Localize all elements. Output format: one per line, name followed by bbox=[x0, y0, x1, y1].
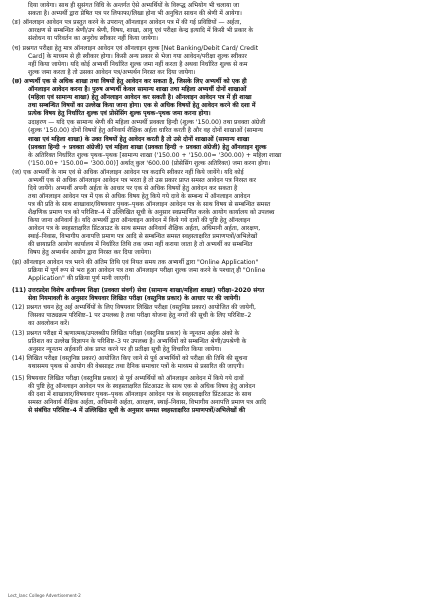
para-chha bbox=[12, 78, 412, 118]
text-line: नहीं किया जायेगा। यदि कोई अभ्यर्थी निर्धारित शुल्क जमा नहीं करता है अथवा निर्धारित शुल्क से कम bbox=[28, 60, 248, 68]
para-example bbox=[12, 119, 412, 167]
text-line: की दशा में शाखावार/विषयवार पृथक–पृथक ऑनलाइन आवेदन पत्र के स्वहस्ताक्षरित प्रिंटआउट के साथ bbox=[28, 391, 252, 399]
text-line: Card] के माध्यम से ही स्वीकार होगा। किसी अन्य प्रकार से भेजा गया आवेदन/परीक्षा शुल्क स्वीकार bbox=[28, 52, 247, 60]
text-line: दिया जायेगा। साथ ही सुसंगत विधि के अन्तर्गत ऐसे अभ्यर्थियों के विरूद्ध अभियोग भी चलाया जा bbox=[28, 2, 240, 9]
para-15 bbox=[12, 375, 412, 415]
text-line: उदाहरण — यदि एक सामान्य श्रेणी की महिला अभ्यर्थी प्रवक्ता हिन्दी (शुल्क '150.00) तथा प्रवक्ता अंग्रेजी bbox=[28, 119, 266, 127]
para-13 bbox=[12, 330, 412, 354]
text-line: (ज) एक अभ्यर्थी के नाम एवं से अधिक ऑनलाइन आवेदन पत्र कदापि स्वीकार नहीं किये जायेंगे। यदि कोई bbox=[12, 168, 244, 176]
text-line: (12) प्रश्नगत चयन हेतु अर्ह अभ्यर्थियों के लिए विषयवार लिखित परीक्षा (वस्तुनिष्ठ प्रकार) आयोजित की जायेगी, bbox=[12, 304, 256, 312]
text-line: स्थाई–निवास, विभागीय अनापत्ति प्रमाण पत्र आदि से सम्बन्धित समस्त स्वहस्ताक्षरित प्रमाणपत्रों/अभिलेखों bbox=[28, 233, 258, 241]
text-line: (महिला एवं सामान्य शाखा) हेतु ऑनलाइन आवेदन कर सकती है। ऑनलाइन आवेदन पत्र में ही शाखा bbox=[28, 94, 252, 102]
text-line: संशोधन या परिवर्तन का अनुरोध स्वीकार नहीं किया जायेगा। bbox=[28, 35, 159, 43]
text-line: शैक्षणिक प्रमाण पत्र को परिशिष्ट–4 में उल्लिखित सूची के अनुसार स्वप्रमाणित करके आयोग कार्यालय को उपलब्ध bbox=[28, 209, 275, 217]
text-line: की छायाप्रति आयोग कार्यालय में निर्धारित तिथि तक जमा नहीं कराया जाता है तो अभ्यर्थी का सम्बन्धित bbox=[28, 241, 253, 249]
text-line: ('150.00+ '150.00= '300.00)] अर्थात् कुल '600.00 (प्रोसेसिंग शुल्क अतिरिक्त) जमा करना होगा। bbox=[28, 159, 271, 167]
para-cha bbox=[12, 45, 412, 77]
text-line: के अतिरिक्त निर्धारित शुल्क पृथक–पृथक [सामान्य शाखा ('150.00 + '150.00= '300.00) + महिला शाखा bbox=[28, 151, 282, 159]
text-line: (शुल्क '150.00) दोनों विषयों हेतु अनिवार्य शैक्षिक अर्हता धारित करती है और वह दोनों शाखाओं (सामान्य bbox=[28, 127, 263, 135]
text-line: प्रत्येक विषय हेतु निर्धारित शुल्क एवं प्रोसेसिंग शुल्क पृथक–पृथक जमा करना होगा। bbox=[28, 110, 211, 118]
text-line: अनुसार न्यूनतम अर्हकारी अंक प्राप्त करने पर ही प्रतीक्षा सूची हेतु विचारित किया जायेगा। bbox=[28, 345, 222, 353]
text-line: शुल्क जमा करता है तो उसका आवेदन पत्र/अभ्यर्थन निरस्त कर दिया जायेगा। bbox=[28, 68, 196, 76]
text-line: शाखा एवं महिला शाखा) के उक्त विषयों हेतु आवेदन करती है तो उसे दोनों शाखाओं (सामान्य शाखा bbox=[28, 135, 250, 143]
para-12 bbox=[12, 304, 412, 328]
text-line: (च) प्रश्नगत परीक्षा हेतु मात्र ऑनलाइन आवेदन एवं ऑनलाइन शुल्क [Net Banking/Debit Card/ Credit bbox=[12, 44, 259, 52]
text-line: (झ) ऑनलाइन आवेदन पत्र भरने की अंतिम तिथि एवं नियत समय तक अभ्यर्थी द्वारा "Online Application" bbox=[12, 258, 259, 266]
text-line: ऑनलाइन आवेदन करना है। पुरुष अभ्यर्थी केवल सामान्य शाखा तथा महिला अभ्यर्थी दोनों शाखाओं bbox=[28, 86, 247, 94]
para-e-tail bbox=[12, 2, 412, 18]
text-line: (प्रवक्ता हिन्दी + प्रवक्ता अंग्रेजी) एवं महिला शाखा (प्रवक्ता हिन्दी + प्रवक्ता अंग्रेजी) हेतु ऑनलाइन शुल्क bbox=[28, 143, 267, 151]
text-line: आरक्षण से सम्बन्धित श्रेणी/उप श्रेणी, विषय, शाखा, आयु एवं परीक्षा केन्द्र इत्यादि में किसी भी प्रकार के bbox=[28, 27, 254, 35]
text-line: सकता है। अभ्यर्थी द्वारा प्रेषित पत्र पर लिफाफा/लिखा होना भी अनुचित साधन की श्रेणी में आयेगा। bbox=[28, 10, 242, 18]
text-line: (11) उत्तरप्रदेश विशेष अधीनस्थ शिक्षा (प्रवक्ता संवर्ग) सेवा (सामान्य शाखा/महिला शाखा) परीक्षा–2020 संगत bbox=[12, 286, 265, 294]
text-line: से संबंधित परिशिष्ट–4 में उल्लिखित सूची के अनुसार समस्त स्वहस्ताक्षरित प्रमाणपत्रों/अभिलेखों की bbox=[28, 407, 246, 415]
text-line: Application" की प्रक्रिया पूर्ण मानी जाएगी। bbox=[28, 274, 131, 282]
text-line: जिसका पाठ्यक्रम परिशिष्ट–1 पर उपलब्ध है तथा परीक्षा योजना हेतु नगरों की सूची के लिए परिशिष्ट–2 bbox=[28, 312, 252, 320]
para-11 bbox=[12, 287, 412, 303]
text-line: (14) लिखित परीक्षा (वस्तुनिष्ठ प्रकार) आयोजित किए जाने से पूर्व अभ्यर्थियों को परीक्षा की तिथि की सूचना bbox=[12, 354, 248, 362]
text-line: यथासमय पृथक से आयोग की वेबसाइट तथा दैनिक समाचार पत्रों के माध्यम से प्रसारित की जाएगी। bbox=[28, 362, 244, 370]
para-ng bbox=[12, 19, 412, 43]
text-line: विषय हेतु अभ्यर्थन आयोग द्वारा निरस्त कर दिया जायेगा। bbox=[28, 249, 152, 257]
text-line: किया जाना अनिवार्य है। यदि अभ्यर्थी द्वारा ऑनलाइन आवेदन में किये गये दावों की पुष्टि हेतु ऑनलाइन bbox=[28, 217, 251, 225]
text-line: (छ) अभ्यर्थी एक से अधिक शाखा तथा विषयों हेतु आवेदन कर सकता है, जिसके लिए अभ्यर्थी को एक ही bbox=[12, 77, 247, 85]
text-line: पत्र की प्रति के साथ शाखावार/विषयवार पृथक–पृथक ऑनलाइन आवेदन पत्र के साथ विषय से सम्बन्धित समस्त bbox=[28, 201, 271, 209]
text-line: समस्त अनिवार्य शैक्षिक अर्हता, अधिमानी अर्हता, आरक्षण, स्थाई–निवास, विभागीय अनापत्ति प्रमाण पत्र आदि bbox=[28, 399, 267, 407]
text-line: तथा ऑनलाइन आवेदन पत्र में एक से अधिक विषय हेतु किये गये दावे के सम्बन्ध में ऑनलाइन आवेदन bbox=[28, 193, 251, 201]
text-line: (15) विषयवार लिखित परीक्षा (वस्तुनिष्ठ प्रकार) से पूर्व अभ्यर्थियों को ऑनलाइन आवेदन में किये गये दावों bbox=[12, 375, 244, 383]
text-line: का अवलोकन करें। bbox=[28, 320, 70, 328]
text-line: तथा सम्बन्धित विषयों का उल्लेख किया जाना होगा। एक से अधिक विषयों हेतु आवेदन करने की दशा में bbox=[28, 102, 256, 110]
para-ja bbox=[12, 169, 412, 258]
text-line: (ङ) ऑनलाइन आवेदन पत्र प्रस्तुत करने के उपरान्त् ऑनलाइन आवेदन पत्र में की गई प्रविष्टियों — अर्हता, bbox=[12, 19, 242, 27]
para-jha bbox=[12, 259, 412, 283]
text-line: की पुष्टि हेतु ऑनलाइन आवेदन पत्र के स्वहस्ताक्षरित प्रिंटआउट के साथ एक से अधिक विषय हेतु आवेदन bbox=[28, 383, 256, 391]
para-14 bbox=[12, 355, 412, 371]
text-line: प्रतिशत का उल्लेख विज्ञापन के परिशिष्ट–3 पर उपलब्ध है। अभ्यर्थियों को सम्बन्धित श्रेणी/उपश्रेणी के bbox=[28, 337, 247, 345]
text-line: अभ्यर्थी एक से अधिक ऑनलाइन आवेदन पत्र भरता है तो उस प्रकार प्राप्त समस्त आवेदन पत्र निरस्त कर bbox=[28, 176, 257, 184]
page-footer: Lect_Ianc College Advertisement-2 bbox=[8, 593, 81, 598]
text-line: (13) प्रश्नगत परीक्षा में ऋणात्मक/उपलब्धीय लिखित परीक्षा (वस्तुनिष्ठ प्रकार) के न्यूनतम अर्हक अंको के bbox=[12, 329, 240, 337]
text-line: सेवा नियमावली के अनुसार विषयवार लिखित परीक्षा (वस्तुनिष्ठ प्रकार) के आधार पर की जायेगी। bbox=[28, 294, 241, 302]
text-line: आवेदन पत्र के स्वहस्ताक्षरित प्रिंटआउट के साथ समस्त अनिवार्य शैक्षिक अर्हता, अधिमानी अर्हता, आरक्षण, bbox=[28, 225, 261, 233]
text-line: प्रक्रिया में पूर्ण रूप से भरा हुआ आवेदन पत्र तथा ऑनलाइन परीक्षा शुल्क जमा करने के पश्चात् ही "Online bbox=[28, 266, 266, 274]
text-line: दिये जायेंगे। अभ्यर्थी अपनी अर्हता के आधार पर एक से अधिक विषयों हेतु आवेदन कर सकता है bbox=[28, 184, 238, 192]
